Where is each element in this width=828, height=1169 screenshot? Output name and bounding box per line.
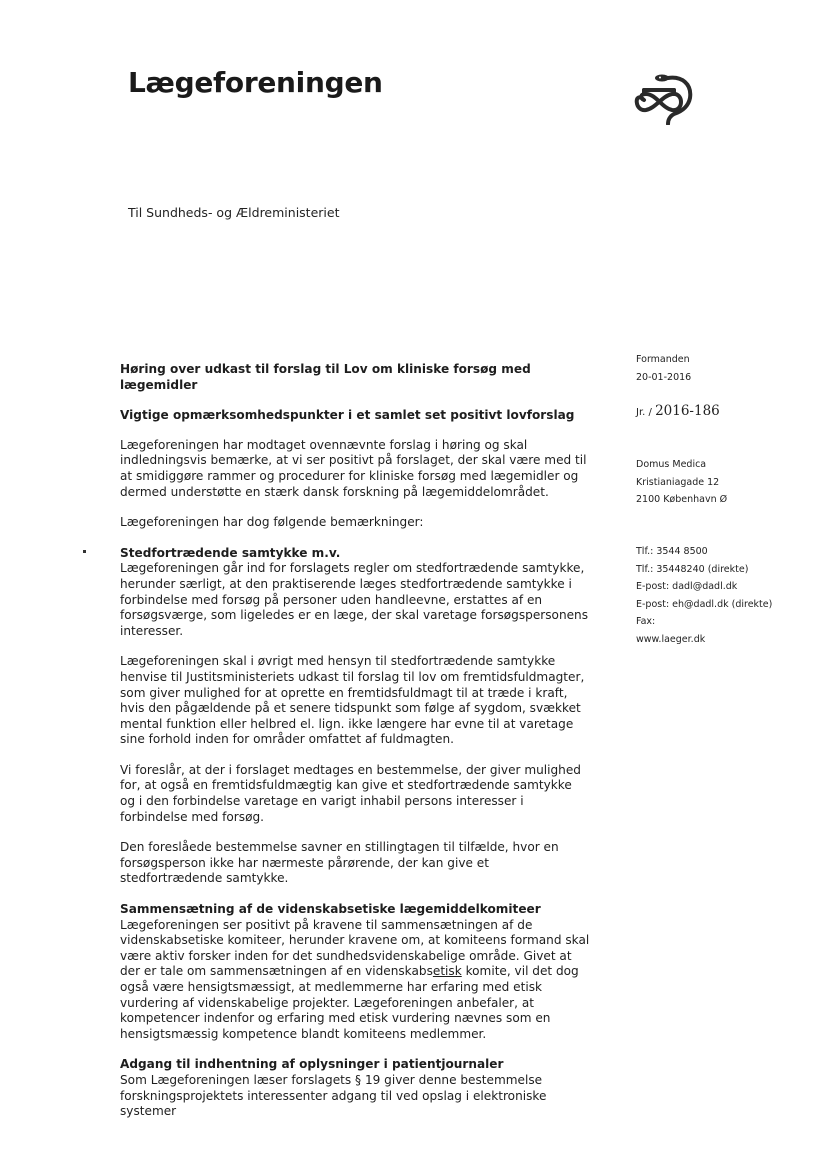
organization-name: Lægeforeningen	[128, 66, 383, 99]
section-heading: Adgang til indhentning af oplysninger i patientjournaler	[120, 1057, 504, 1072]
journal-prefix: Jr. /	[636, 407, 652, 418]
journal-reference	[636, 403, 720, 419]
section-committees	[120, 902, 590, 1042]
website-link[interactable]: www.laeger.dk	[636, 633, 706, 645]
phone-direct: Tlf.: 35448240 (direkte)	[636, 563, 749, 575]
section-text-a: Lægeforeningen ser positivt på kravene til sammensætningen af de videnskabsetiske komiteer, herunder kravene om, at komiteens formand skal være aktiv forsker inden for det sundhedsvidenskabelige område. Givet at der er tale om sammensætningen af en videnskabs	[120, 917, 590, 979]
sender-role: Formanden	[636, 354, 690, 365]
section-text-b: komite, vil det dog også være hensigtsmæssigt, at medlemmerne har erfaring med etisk vurdering af videnskabelige projekter. Lægeforeningen anbefaler, at kompetencer indenfor og erfaring med etisk vurdering nævnes som en hensigtsmæssig kompetence blandt komiteens medlemmer.	[120, 964, 579, 1041]
journal-number: 2016-186	[655, 403, 720, 419]
section-consent	[120, 546, 590, 640]
contact-block	[636, 543, 772, 648]
remarks-lead: Lægeforeningen har dog følgende bemærkninger:	[120, 515, 424, 530]
intro-paragraph: Lægeforeningen har modtaget ovennævnte forslag i høring og skal indledningsvis bemærke, at vi ser positivt på forslaget, der skal være med til at smidiggøre rammer og procedurer for kliniske forsøg med lægemidler og dermed understøtte en stærk dansk forskning på lægemiddelområdet.	[120, 437, 587, 499]
section-heading: Stedfortrædende samtykke m.v.	[120, 545, 341, 560]
letter-body	[120, 362, 590, 1135]
section-paragraph: Vi foreslår, at der i forslaget medtages en bestemmelse, der giver mulighed for, at også en fremtidsfuldmægtig kan give et stedfortrædende samtykke og i den forbindelse varetage en varigt inhabil persons interesser i forbindelse med forsøg.	[120, 762, 581, 824]
phone-main: Tlf.: 3544 8500	[636, 546, 708, 557]
section-paragraph: Lægeforeningen skal i øvrigt med hensyn til stedfortrædende samtykke henvise til Justitsministeriets udkast til forslag til lov om fremtidsfuldmagter, som giver mulighed for at oprette en fremtidsfuldmagt til at træde i kraft, hvis den pågældende på et senere tidspunkt som følge af sygdom, svækket mental funktion eller helbred el. lign. ikke længere har evne til at varetage sine forhold inden for områder omfattet af fuldmagten.	[120, 654, 585, 747]
address-line: Kristianiagade 12	[636, 476, 720, 488]
email-main: E-post: dadl@dadl.dk	[636, 581, 738, 592]
address-line: Domus Medica	[636, 459, 707, 470]
section-paragraph: Som Lægeforeningen læser forslagets § 19 giver denne bestemmelse forskningsprojektets interessenter adgang til ved opslag i elektroniske systemer	[120, 1072, 547, 1119]
serpent-infinity-logo-icon	[630, 70, 700, 125]
email-direct: E-post: eh@dadl.dk (direkte)	[636, 598, 773, 610]
fax: Fax:	[636, 616, 656, 627]
section-journals	[120, 1057, 590, 1119]
section-heading: Sammensætning af de videnskabsetiske lægemiddelkomiteer	[120, 902, 541, 917]
sender-address	[636, 456, 727, 509]
section-paragraph: Lægeforeningen går ind for forslagets regler om stedfortrædende samtykke, herunder særligt, at den praktiserende læges stedfortrædende samtykke i forbindelse med forsøg på personer uden handleevne, erstattes af en forsøgsværge, som ligeledes er en læge, der skal varetage forsøgspersonens interesser.	[120, 561, 589, 638]
address-line: 2100 København Ø	[636, 494, 728, 505]
letter-date: 20-01-2016	[636, 372, 692, 383]
letter-title: Høring over udkast til forslag til Lov om kliniske forsøg med lægemidler	[120, 362, 531, 392]
section-paragraph: Den foreslåede bestemmelse savner en stillingtagen til tilfælde, hvor en forsøgsperson ikke har nærmeste pårørende, der kan give et stedfortrædende samtykke.	[120, 840, 559, 886]
scan-mark	[83, 550, 86, 553]
letter-subtitle: Vigtige opmærksomhedspunkter i et samlet set positivt lovforslag	[120, 408, 575, 423]
underlined-word: etisk	[432, 964, 462, 979]
recipient-line: Til Sundheds- og Ældreministeriet	[128, 205, 340, 220]
